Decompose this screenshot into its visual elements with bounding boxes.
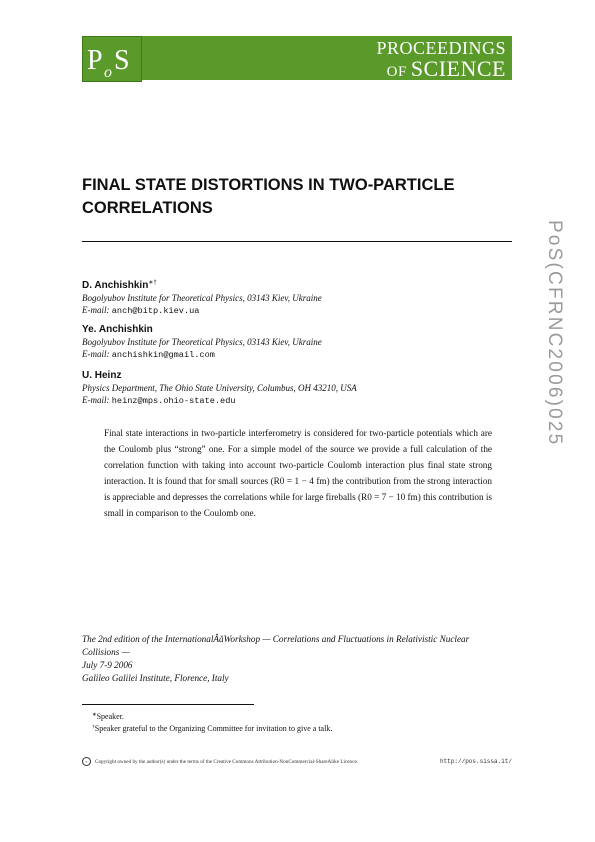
pos-url-link[interactable]: http://pos.sissa.it/ — [439, 758, 512, 765]
banner-of-science — [387, 56, 506, 82]
conference-line-1: The 2nd edition of the InternationalÂăWorkshop — Correlations and Fluctuations in Relativistic Nuclear — [82, 634, 470, 644]
author-marks: ∗† — [148, 280, 157, 286]
author-email-line — [82, 394, 357, 407]
pos-logo — [82, 36, 142, 82]
author-email[interactable]: anchishkin@gmail.com — [111, 350, 215, 360]
abstract-r0-small: R0 = 1 − 4 fm — [273, 476, 327, 486]
author-name: Ye. Anchishkin — [82, 324, 153, 335]
footnote-mark: † — [92, 724, 95, 730]
author-name-text: D. Anchishkin — [82, 280, 149, 291]
author-block-3 — [82, 369, 357, 407]
abstract-r0-large: R0 = 7 − 10 fm — [361, 492, 418, 502]
author-affiliation: Bogolyubov Institute for Theoretical Physics, 03143 Kiev, Ukraine — [82, 337, 322, 347]
conference-line-2: Collisions — — [82, 647, 130, 657]
paper-title — [82, 174, 502, 220]
copyright-icon: c — [82, 757, 91, 766]
conference-venue: Galileo Galilei Institute, Florence, Italy — [82, 673, 229, 683]
author-block-2 — [82, 323, 322, 361]
footnote-mark: ∗ — [92, 712, 97, 718]
footnote-2 — [92, 722, 332, 734]
author-block-1 — [82, 277, 322, 317]
footnote-text: Speaker grateful to the Organizing Committee for invitation to give a talk. — [94, 724, 333, 733]
abstract-text-1: Final state interactions in two-particle interferometry is considered for two-particle potentials which are the Coulomb plus “strong” one. For a simple model of the source we provide a full calculation of the correlation function with taking into account two-particle Coulomb interaction plus final state strong interaction. It is found that for small sources ( — [104, 428, 492, 486]
footnote-divider — [82, 704, 254, 705]
conference-date: July 7-9 2006 — [82, 660, 133, 670]
banner-science: SCIENCE — [410, 56, 506, 81]
author-email[interactable]: heinz@mps.ohio-state.edu — [111, 396, 236, 406]
footnote-text: Speaker. — [96, 712, 124, 721]
author-email-line — [82, 348, 322, 361]
abstract-text-3: ) this contribution is small in comparison to the Coulomb one. — [104, 492, 492, 518]
svg-text:P: P — [87, 45, 103, 76]
banner-of: OF — [386, 64, 407, 80]
abstract — [104, 425, 492, 521]
proceedings-banner — [142, 36, 512, 80]
title-divider — [82, 241, 512, 242]
email-label: E-mail: — [82, 305, 110, 315]
svg-text:S: S — [114, 45, 130, 76]
author-name: U. Heinz — [82, 370, 122, 381]
footnote-1 — [92, 710, 124, 722]
title-line-2: CORRELATIONS — [82, 199, 213, 217]
author-affiliation: Physics Department, The Ohio State University, Columbus, OH 43210, USA — [82, 383, 357, 393]
license-line — [82, 756, 512, 768]
title-line-1: FINAL STATE DISTORTIONS IN TWO-PARTICLE — [82, 176, 455, 194]
author-affiliation: Bogolyubov Institute for Theoretical Physics, 03143 Kiev, Ukraine — [82, 293, 322, 303]
abstract-text-2: ) the contribution from the strong interaction is appreciable and depresses the correlations while for large fireballs ( — [104, 476, 493, 502]
license-text: Copyright owned by the author(s) under the terms of the Creative Commons Attribution-NonCommercial-ShareAlike Licence. — [95, 759, 359, 765]
banner-proceedings: PROCEEDINGS — [376, 38, 506, 58]
author-email-line — [82, 304, 322, 317]
svg-text:o: o — [104, 64, 112, 81]
pos-identifier: PoS(CFRNC2006)025 — [544, 220, 565, 447]
conference-info — [82, 633, 512, 685]
email-label: E-mail: — [82, 349, 110, 359]
author-name — [82, 277, 322, 292]
author-email[interactable]: anch@bitp.kiev.ua — [111, 306, 200, 316]
email-label: E-mail: — [82, 395, 110, 405]
